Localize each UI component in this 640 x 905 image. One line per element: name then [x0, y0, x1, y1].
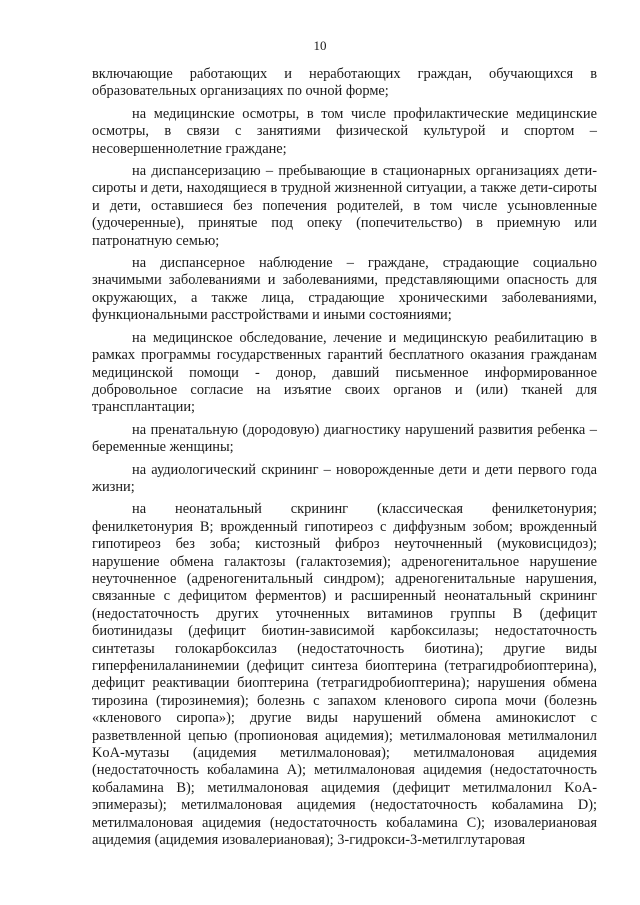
paragraph-medical-checkups: на медицинские осмотры, в том числе профилактические медицинские осмотры, в связи с занятиями физической культурой и спортом – несовершеннолетние граждане;	[92, 105, 597, 157]
document-body	[92, 66, 597, 849]
paragraph-continuation: включающие работающих и неработающих граждан, обучающихся в образовательных организациях по очной форме;	[92, 66, 597, 100]
paragraph-dispensary-observation: на диспансерное наблюдение – граждане, страдающие социально значимыми заболеваниями и заболеваниями, представляющими опасность для окружающих, а также лица, страдающие хроническими заболеваниями, функциональными расстройствами и иными состояниями;	[92, 255, 597, 324]
paragraph-prenatal-diagnostics: на пренатальную (дородовую) диагностику нарушений развития ребенка – беременные женщины;	[92, 421, 597, 456]
paragraph-neonatal-screening: на неонатальный скрининг (классическая фенилкетонурия; фенилкетонурия B; врожденный гипотиреоз с диффузным зобом; врожденный гипотиреоз без зоба; кистозный фиброз неуточненный (муковисцидоз); нарушение обмена галактозы (галактоземия); адреногенитальное нарушение неуточненное (адреногенитальный синдром); адреногенитальные нарушения, связанные с дефицитом ферментов) и расширенный неонатальный скрининг (недостаточность других уточненных витаминов группы B (дефицит биотинидазы (дефицит биотин-зависимой карбоксилазы; недостаточность синтетазы голокарбоксилаз (недостаточность биотина); другие виды гиперфенилаланинемии (дефицит синтеза биоптерина (тетрагидробиоптерина), дефицит реактивации биоптерина (тетрагидробиоптерина); нарушения обмена тирозина (тирозинемия); болезнь с запахом кленового сиропа мочи (болезнь «кленового сиропа»); другие виды нарушений обмена аминокислот с разветвленной цепью (пропионовая ацидемия); метилмалоновая метилмалонил KoA-мутазы (ацидемия метилмалоновая); метилмалоновая ацидемия (недостаточность кобаламина A); метилмалоновая ацидемия (недостаточность кобаламина B); метилмалоновая ацидемия (дефицит метилмалонил KoA-эпимеразы); метилмалоновая ацидемия (недостаточность кобаламина D); метилмалоновая ацидемия (недостаточность кобаламина C); изовалериановая ацидемия (ацидемия изовалериановая); 3-гидрокси-3-метилглутаровая	[92, 501, 597, 849]
paragraph-audiological-screening: на аудиологический скрининг – новорожденные дети и дети первого года жизни;	[92, 461, 597, 495]
paragraph-donor: на медицинское обследование, лечение и медицинскую реабилитацию в рамках программы государственных гарантий бесплатного оказания гражданам медицинской помощи - донор, давший письменное информированное добровольное согласие на изъятие своих органов и (или) тканей для трансплантации;	[92, 329, 597, 416]
paragraph-dispensarization: на диспансеризацию – пребывающие в стационарных организациях дети-сироты и дети, находящиеся в трудной жизненной ситуации, а также дети-сироты и дети, оставшиеся без попечения родителей, в том числе усыновленные (удочеренные), принятые под опеку (попечительство) в приемную или патронатную семью;	[92, 163, 597, 249]
page-number: 10	[313, 38, 327, 53]
